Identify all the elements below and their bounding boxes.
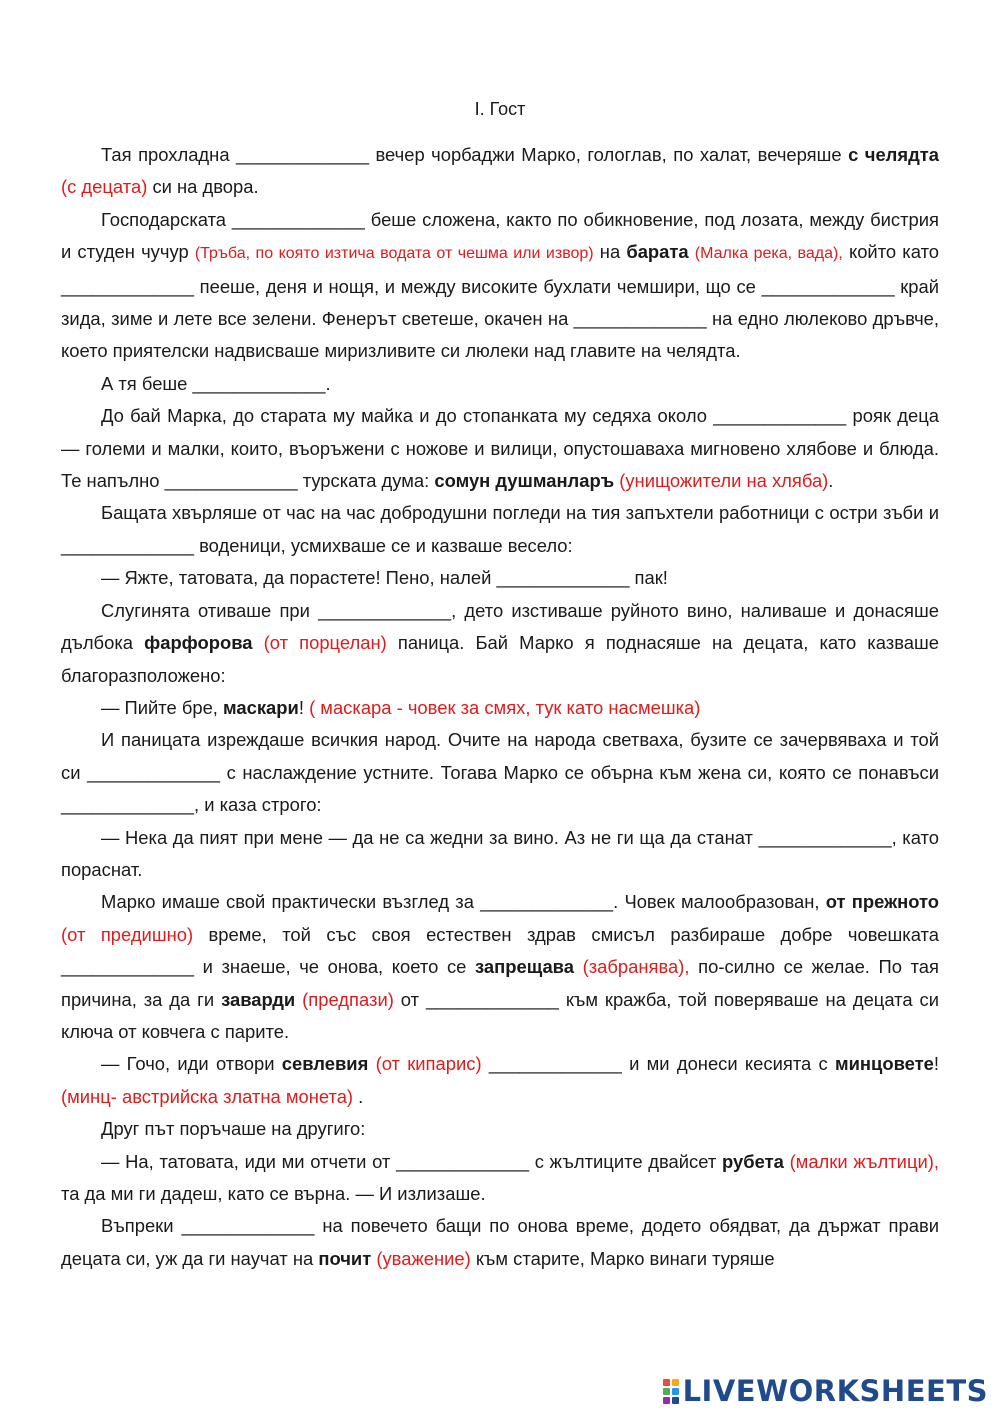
gloss-note: (от кипарис) [375,1053,482,1075]
paragraph: До бай Марка, до старата му майка и до стопанката му седяха около _____________ рояк деца — големи и малки, които, въоръжени с ножове и вилици, опустошаваха мигновено хлябове и блюда. Те напълно _____________ турската дума: сомун душманларъ (унищожители на хляба). [61,405,939,492]
page-title: І. Гост [474,99,526,119]
fill-blank[interactable]: _____________ [761,275,895,297]
paragraph: И паницата изреждаше всичкия народ. Очите на народа светваха, бузите се зачервяваха и той си _____________ с наслаждение устните. Тогава Марко се обърна към жена си, която се понавъси _____________, и каза строго: [61,729,939,816]
glossed-term: почит [318,1247,372,1269]
fill-blank[interactable]: _____________ [61,794,194,816]
gloss-note: (Малка река, вада), [694,245,843,263]
gloss-note: ( маскара - човек за смях, тук като насмешка) [309,696,701,718]
gloss-note: (с децата) [61,176,148,198]
fill-blank[interactable]: _____________ [181,1215,315,1237]
gloss-note: (уважение) [376,1247,471,1269]
paragraph: А тя беше _____________. [101,372,331,394]
paragraph: Бащата хвърляше от час на час добродушни погледи на тия запъхтели работници с остри зъби и _____________ воденици, усмихваше се и казваше весело: [61,502,939,556]
paragraph: — Пийте бре, маскари! ( маскара - човек за смях, тук като насмешка) [101,696,701,718]
gloss-note: (унищожители на хляба) [619,470,829,492]
logo-icon [663,1379,679,1404]
glossed-term: севлевия [281,1053,369,1075]
fill-blank[interactable]: _____________ [61,534,194,556]
fill-blank[interactable]: _____________ [758,826,892,848]
gloss-note: (от порцелан) [263,632,387,654]
glossed-term: минцовете [835,1053,934,1075]
gloss-note: (Тръба, по която изтича водата от чешма или извор) [194,245,594,263]
gloss-note: (от предишно) [61,923,194,945]
logo-text: LIVEWORKSHEETS [682,1374,988,1408]
gloss-note: (забранява), [582,956,690,978]
glossed-term: маскари [223,696,299,718]
fill-blank[interactable]: _____________ [61,275,194,297]
fill-blank[interactable]: _____________ [496,567,630,589]
gloss-note: (малки жълтици), [789,1150,939,1172]
paragraph: — Нека да пият при мене — да не са жедни за вино. Аз не ги ща да станат _____________, като пораснат. [61,826,940,880]
logo-square [672,1379,679,1386]
paragraph: Слугинята отиваше при _____________, дето изстиваше руйното вино, наливаше и донасяше дълбока фарфорова (от порцелан) паница. Бай Марко я поднасяше на децата, като казваше благоразположено: [61,599,939,686]
liveworksheets-logo[interactable] [663,1376,988,1406]
glossed-term: фарфорова [144,632,253,654]
fill-blank[interactable]: _____________ [573,308,707,330]
glossed-term: сомун душманларъ [434,470,615,492]
fill-blank[interactable]: _____________ [192,372,326,394]
glossed-term: от прежното [825,891,940,913]
fill-blank[interactable]: _____________ [236,144,369,165]
logo-square [663,1379,670,1386]
fill-blank[interactable]: _____________ [713,405,847,427]
logo-square [663,1388,670,1395]
paragraph: — Гочо, иди отвори севлевия (от кипарис) _____________ и ми донеси кесията с минцовете! (минц- австрийска златна монета) . [61,1053,939,1107]
glossed-term: с челядта [848,144,939,165]
glossed-term: заварди [221,988,296,1010]
fill-blank[interactable]: _____________ [425,988,559,1010]
fill-blank[interactable]: _____________ [87,761,221,783]
paragraph: Господарската _____________ беше сложена, както по обикновение, под лозата, между бистрия и студен чучур (Тръба, по която изтича водата от чешма или извор) на барата (Малка река, вада), който като _____________ пееше, деня и нощя, и между високите бухлати чемшири, що се _____________ край зида, зиме и лете все зелени. Фенерът светеше, окачен на _____________ на едно люлеково дръвче, което приятелски надвисваше миризливите си люлеки над главите на челядта. [61,208,940,362]
paragraph: Марко имаше свой практически възглед за _____________. Човек малообразован, от прежното (от предишно) време, той със своя естествен здрав смисъл разбираше добре човешката _____________ и знаеше, че онова, което се запрещава (забранява), по-силно се желае. По тая причина, за да ги заварди (предпази) от _____________ към кражба, той поверяваше на децата си ключа от ковчега с парите. [61,891,940,1042]
glossed-term: рубета [722,1150,784,1172]
logo-square [672,1397,679,1404]
glossed-term: барата [626,241,689,263]
fill-blank[interactable]: _____________ [488,1053,622,1075]
gloss-note: (минц- австрийска златна монета) [61,1085,354,1107]
fill-blank[interactable]: _____________ [480,891,614,913]
fill-blank[interactable]: _____________ [396,1150,530,1172]
fill-blank[interactable]: _____________ [61,956,194,978]
paragraph: Тая прохладна _____________ вечер чорбаджи Марко, гологлав, по халат, вечеряше с челядта (с децата) си на двора. [61,144,939,198]
document-body [61,139,939,1275]
fill-blank[interactable]: _____________ [318,599,452,621]
paragraph: Въпреки _____________ на повечето бащи по онова време, додето обядват, да държат прави децата си, уж да ги научат на почит (уважение) към старите, Марко винаги туряше [61,1215,939,1269]
logo-square [663,1397,670,1404]
logo-square [672,1388,679,1395]
fill-blank[interactable]: _____________ [164,470,298,492]
gloss-note: (предпази) [302,988,394,1010]
glossed-term: запрещава [475,956,574,978]
paragraph: — Яжте, татовата, да порастете! Пено, налей _____________ пак! [101,567,668,589]
paragraph: Друг път поръчаше на другиго: [101,1118,366,1140]
paragraph: — На, татовата, иди ми отчети от _____________ с жълтиците двайсет рубета (малки жълтици), та да ми ги дадеш, като се върна. — И излизаше. [61,1150,939,1204]
fill-blank[interactable]: _____________ [231,208,365,230]
